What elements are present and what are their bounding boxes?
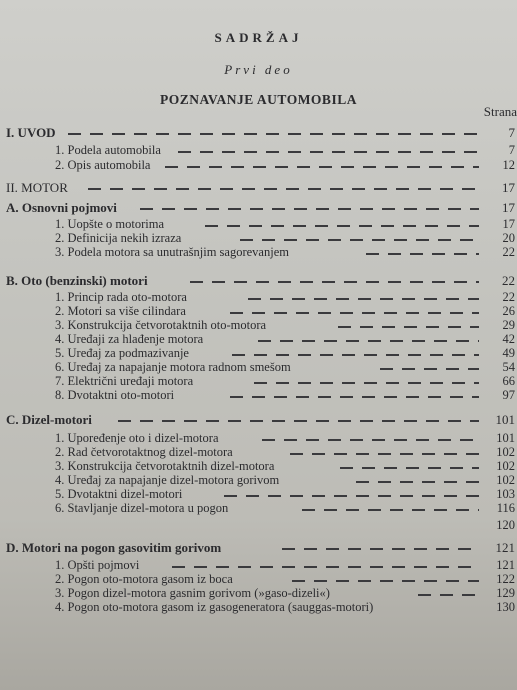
toc-label: A. Osnovni pojmovi (6, 200, 117, 215)
toc-page-number: 26 (502, 304, 515, 318)
toc-page-number: 17 (502, 200, 515, 215)
toc-page-number: 97 (502, 388, 515, 402)
toc-page-number: 103 (496, 487, 515, 501)
dotted-leader (366, 253, 479, 255)
toc-label: 3. Konstrukcija četvorotaktnih oto-motora (55, 318, 267, 332)
book-title: POZNAVANJE AUTOMOBILA (160, 92, 357, 107)
dotted-leader (140, 208, 479, 210)
toc-page-number: 102 (496, 459, 515, 473)
contents-title: SADRŽAJ (214, 30, 303, 45)
toc-page-number: 29 (502, 318, 515, 332)
toc-page-number: 129 (496, 586, 515, 600)
toc-label: 3. Pogon dizel-motora gasnim gorivom (»gaso-dizeli«) (55, 586, 330, 600)
toc-row (0, 388, 517, 404)
toc-row (0, 158, 517, 174)
dotted-leader (190, 281, 479, 283)
dotted-leader (205, 225, 479, 227)
toc-label: 8. Dvotaktni oto-motori (55, 388, 175, 402)
toc-page-number: 102 (496, 473, 515, 487)
dotted-leader (178, 151, 479, 153)
toc-row (0, 143, 517, 159)
toc-label: D. Motori na pogon gasovitim gorivom (6, 540, 222, 555)
dotted-leader (165, 166, 479, 168)
toc-page-number: 102 (496, 445, 515, 459)
toc-label: 6. Uređaj za napajanje motora radnom smešom (55, 360, 291, 374)
toc-row (0, 518, 517, 534)
toc-row-chapter (0, 180, 517, 196)
toc-label: 1. Opšti pojmovi (55, 558, 140, 572)
dotted-leader (356, 481, 479, 483)
toc-page-number: 22 (502, 245, 515, 259)
dotted-leader (258, 340, 479, 342)
toc-page-number: 122 (496, 572, 515, 586)
page-column-header: Strana (483, 104, 517, 119)
toc-page-number: 7 (508, 125, 515, 140)
toc-page-number: 116 (496, 501, 515, 515)
dotted-leader (340, 467, 479, 469)
toc-label: 1. Upoređenje oto i dizel-motora (55, 431, 219, 445)
toc-page-number: 130 (496, 600, 515, 614)
dotted-leader (338, 326, 479, 328)
dotted-leader (68, 133, 479, 135)
dotted-leader (290, 453, 479, 455)
dotted-leader (418, 594, 479, 596)
toc-label: I. UVOD (6, 125, 56, 140)
toc-label: 5. Uređaj za podmazivanje (55, 346, 189, 360)
toc-label: 3. Podela motora sa unutrašnjim sagorevanjem (55, 245, 289, 259)
toc-label: II. MOTOR (6, 180, 68, 195)
dotted-leader (224, 495, 479, 497)
toc-page-number: 20 (502, 231, 515, 245)
toc-label: 7. Električni uređaji motora (55, 374, 194, 388)
toc-page-number: 12 (502, 158, 515, 172)
toc-label: 6. Stavljanje dizel-motora u pogon (55, 501, 229, 515)
toc-label: 4. Pogon oto-motora gasom iz gasogeneratora (sauggas-motori) (55, 600, 374, 614)
toc-page-number: 49 (502, 346, 515, 360)
toc-page-number: 22 (502, 273, 515, 288)
dotted-leader (292, 580, 479, 582)
dotted-leader (240, 239, 479, 241)
toc-page-number: 121 (495, 540, 515, 555)
part-title: Prvi deo (224, 62, 293, 77)
toc-page-number: 42 (502, 332, 515, 346)
dotted-leader (248, 298, 479, 300)
toc-row (0, 600, 517, 616)
toc-label: C. Dizel-motori (6, 412, 92, 427)
toc-label: 2. Definicija nekih izraza (55, 231, 182, 245)
toc-row-section (0, 200, 517, 216)
toc-page-number: 22 (502, 290, 515, 304)
dotted-leader (230, 312, 479, 314)
toc-label: 1. Uopšte o motorima (55, 217, 165, 231)
toc-label: 5. Dvotaktni dizel-motori (55, 487, 183, 501)
toc-row-section (0, 273, 517, 289)
toc-page-number: 120 (496, 518, 515, 532)
toc-row (0, 501, 517, 517)
dotted-leader (282, 548, 479, 550)
toc-label: 4. Uređaji za hlađenje motora (55, 332, 204, 346)
toc-page-number: 17 (502, 180, 515, 195)
toc-row-section (0, 412, 517, 428)
toc-page-number: 7 (508, 143, 515, 157)
toc-page-number: 54 (502, 360, 515, 374)
dotted-leader (380, 368, 479, 370)
toc-label: 2. Motori sa više cilindara (55, 304, 186, 318)
toc-page-number: 17 (502, 217, 515, 231)
toc-page-number: 66 (502, 374, 515, 388)
toc-page-number: 121 (496, 558, 515, 572)
toc-row-chapter (0, 125, 517, 141)
dotted-leader (118, 420, 479, 422)
dotted-leader (262, 439, 479, 441)
toc-label: 2. Opis automobila (55, 158, 151, 172)
toc-label: 2. Pogon oto-motora gasom iz boca (55, 572, 233, 586)
dotted-leader (302, 509, 479, 511)
toc-page-number: 101 (495, 412, 515, 427)
dotted-leader (232, 354, 479, 356)
toc-label: 4. Uređaj za napajanje dizel-motora gorivom (55, 473, 280, 487)
dotted-leader (172, 566, 479, 568)
dotted-leader (88, 188, 479, 190)
dotted-leader (254, 382, 479, 384)
toc-row (0, 245, 517, 261)
dotted-leader (230, 396, 479, 398)
toc-page-number: 101 (496, 431, 515, 445)
toc-label: B. Oto (benzinski) motori (6, 273, 148, 288)
toc-label: 1. Princip rada oto-motora (55, 290, 187, 304)
toc-label: 1. Podela automobila (55, 143, 161, 157)
toc-row-section (0, 540, 517, 556)
toc-label: 3. Konstrukcija četvorotaktnih dizel-motora (55, 459, 275, 473)
toc-label: 2. Rad četvorotaktnog dizel-motora (55, 445, 233, 459)
